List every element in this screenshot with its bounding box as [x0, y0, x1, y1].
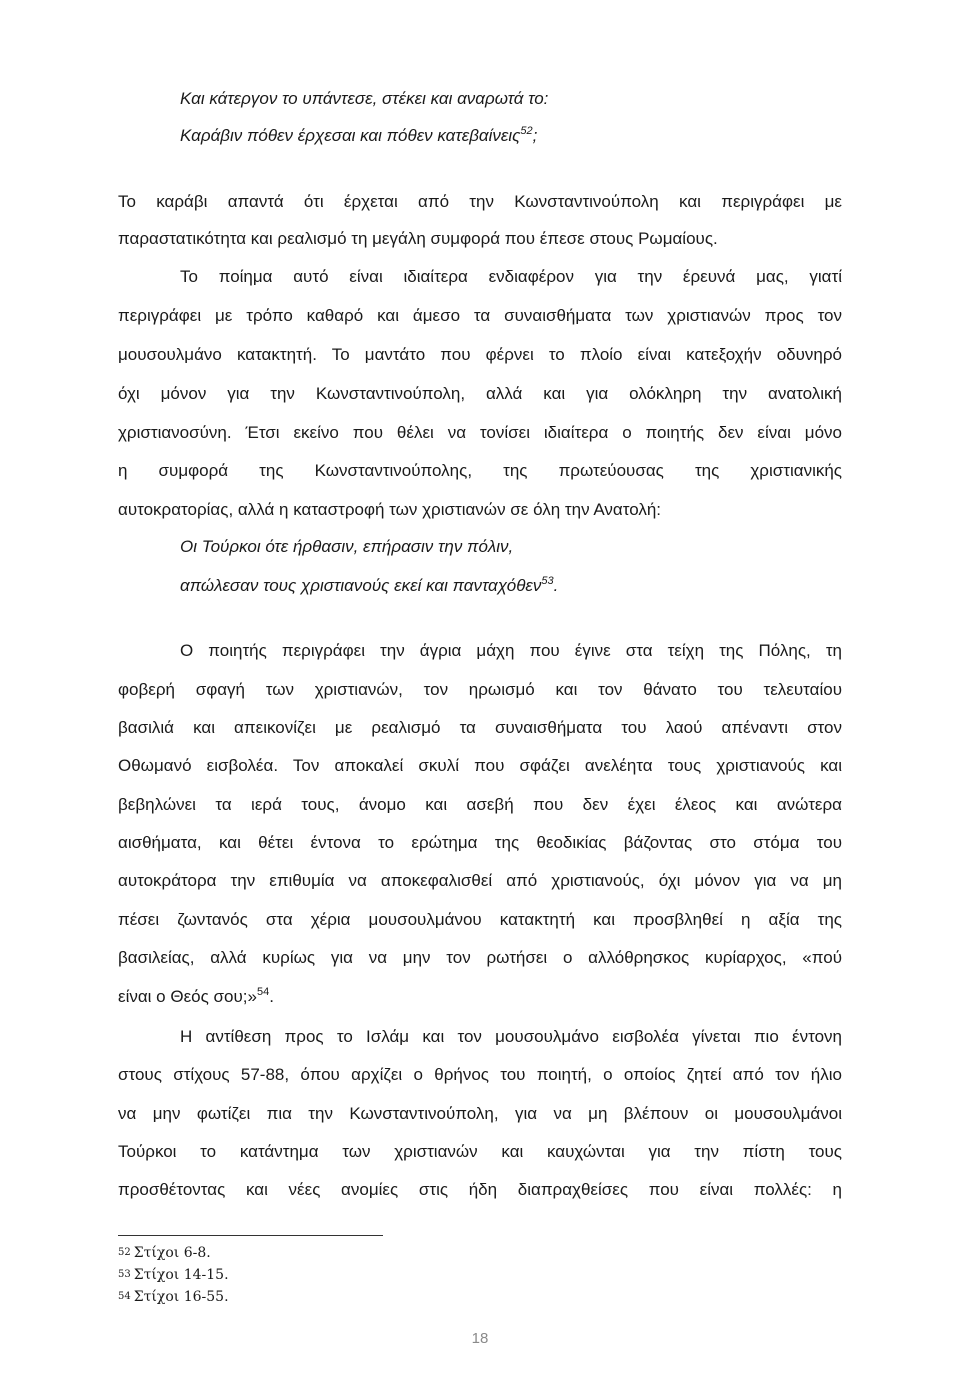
- paragraph-line: είναι ο Θεός σου;»$^{54}$.: [118, 986, 274, 1006]
- paragraph-line: Τούρκοι το κατάντημα των χριστιανών και καυχώνται για την πίστη τους: [118, 1142, 842, 1161]
- paragraph-line: μουσουλμάνο κατακτητή. Το μαντάτο που φέρνει το πλοίο είναι κατεξοχήν οδυνηρό: [118, 345, 842, 364]
- verse-line: Και κάτεργον το υπάντεσε, στέκει και αναρωτά το:: [180, 89, 549, 108]
- paragraph-line: φοβερή σφαγή των χριστιανών, τον ηρωισμό και τον θάνατο του τελευταίου: [118, 680, 842, 699]
- paragraph-line: βεβηλώνει τα ιερά τους, άνομο και ασεβή που δεν έχει έλεος και ανώτερα: [118, 795, 842, 814]
- paragraph-line: αυτοκρατορίας, αλλά η καταστροφή των χριστιανών σε όλη την Ανατολή:: [118, 500, 662, 519]
- page-number: 18: [471, 1330, 489, 1347]
- paragraph-line: Το καράβι απαντά ότι έρχεται από την Κωνσταντινούπολη και περιγράφει με: [118, 192, 842, 211]
- footnote-text: Στίχοι 14-15.: [133, 1267, 229, 1283]
- paragraph-line: παραστατικότητα και ρεαλισμό τη μεγάλη συμφορά που έπεσε στους Ρωμαίους.: [118, 229, 718, 248]
- verse-line: απώλεσαν τους χριστιανούς εκεί και πανταχόθεν$^{53}$.: [180, 575, 559, 595]
- paragraph-line: περιγράφει με τρόπο καθαρό και άμεσο τα συναισθήματα των χριστιανών προς τον: [118, 306, 842, 325]
- paragraph-line: χριστιανοσύνη. Έτσι εκείνο που θέλει να τονίσει ιδιαίτερα ο ποιητής δεν είναι μόνο: [118, 423, 842, 442]
- verse-line: Οι Τούρκοι ότε ήρθασιν, επήρασιν την πόλιν,: [180, 537, 514, 556]
- footnote-ref[interactable]: 54: [256, 986, 270, 998]
- paragraph-line: Το ποίημα αυτό είναι ιδιαίτερα ενδιαφέρον για την έρευνά μας, γιατί: [180, 267, 842, 286]
- paragraph-line: Ο ποιητής περιγράφει την άγρια μάχη που έγινε στα τείχη της Πόλης, τη: [180, 641, 842, 660]
- paragraph-line: βασιλιά και απεικονίζει με ρεαλισμό τα συναισθήματα του λαού απέναντι στον: [118, 718, 842, 737]
- footnote-ref[interactable]: 53: [541, 575, 554, 587]
- paragraph-line: η συμφορά της Κωνσταντινούπολης, της πρωτεύουσας της χριστιανικής: [118, 461, 842, 480]
- paragraph-line: όχι μόνον για την Κωνσταντινούπολη, αλλά και για ολόκληρη την ανατολική: [118, 384, 842, 403]
- footnote-mark: 54: [118, 1291, 131, 1302]
- footnote: [118, 1244, 211, 1262]
- paragraph-line: Οθωμανό εισβολέα. Τον αποκαλεί σκυλί που σφάζει ανελέητα τους χριστιανούς και: [118, 756, 842, 775]
- footnote-text: Στίχοι 6-8.: [133, 1245, 211, 1261]
- footnote-text: Στίχοι 16-55.: [133, 1289, 229, 1305]
- paragraph-line: αισθήματα, και θέτει έντονα το ερώτημα της θεοδικίας βάζοντας στο στόμα του: [118, 833, 842, 852]
- paragraph-line: προσθέτοντας και νέες ανομίες στις ήδη διαπραχθείσες που είναι πολλές: η: [118, 1180, 842, 1199]
- footnote-ref[interactable]: 52: [520, 125, 533, 137]
- verse-line: Καράβιν πόθεν έρχεσαι και πόθεν κατεβαίνεις$^{52}$;: [180, 125, 538, 145]
- paragraph-line: Η αντίθεση προς το Ισλάμ και τον μουσουλμάνο εισβολέα γίνεται πιο έντονη: [180, 1027, 842, 1046]
- paragraph-line: βασιλείας, αλλά κυρίως για να μην τον ρωτήσει ο αλλόθρησκος κυρίαρχος, «πού: [118, 948, 842, 967]
- paragraph-line: πέσει ζωντανός στα χέρια μουσουλμάνου κατακτητή και προσβληθεί η αξία της: [118, 910, 842, 929]
- paragraph-line: στους στίχους 57-88, όπου αρχίζει ο θρήνος του ποιητή, ο οποίος ζητεί από τον ήλιο: [118, 1065, 842, 1084]
- footnote: [118, 1288, 229, 1306]
- paragraph-line: αυτοκράτορα την επιθυμία να αποκεφαλισθεί από χριστιανούς, όχι μόνον για να μη: [118, 871, 842, 890]
- footnote-mark: 52: [118, 1247, 131, 1258]
- paragraph-line: να μην φωτίζει πια την Κωνσταντινούπολη, για να μη βλέπουν οι μουσουλμάνοι: [118, 1104, 842, 1123]
- footnote-separator: [118, 1235, 383, 1236]
- footnote-mark: 53: [118, 1269, 131, 1280]
- footnote: [118, 1266, 229, 1284]
